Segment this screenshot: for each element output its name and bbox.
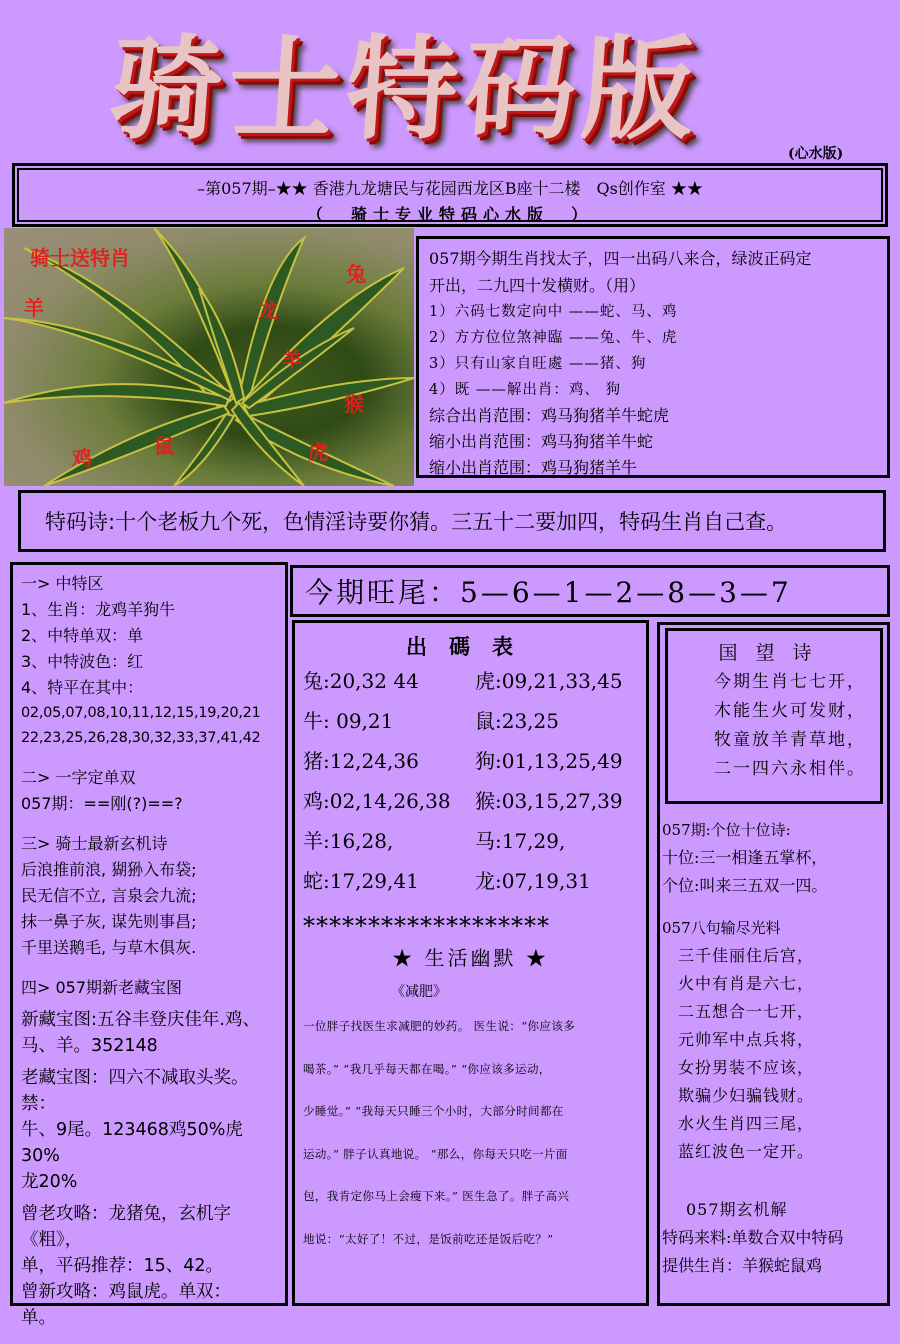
section-4-title: 四> 057期新老藏宝图 bbox=[21, 978, 183, 997]
guowang-poem-box bbox=[665, 628, 883, 804]
tips-line: 3）只有山家自旺處 ——猪、狗 bbox=[429, 356, 647, 372]
stars-divider: ******************* bbox=[303, 912, 550, 940]
guowang-line: 牧童放羊青草地， bbox=[714, 730, 866, 750]
photo-label-tiger: 虎 bbox=[308, 440, 328, 464]
photo-label-rat: 鼠 bbox=[154, 434, 174, 458]
section-1-item: 3、中特波色：红 bbox=[21, 652, 144, 671]
eight-lines-line: 元帅军中点兵将， bbox=[678, 1030, 815, 1049]
header-line-2: （ 骑士专业特码心水版 ） bbox=[306, 205, 593, 224]
chart-cell: 猪:12,24,36 bbox=[303, 749, 419, 773]
chart-cell: 鼠:23,25 bbox=[475, 709, 559, 733]
chart-title: 出碼表 bbox=[406, 634, 535, 659]
lucky-tail-box: 今期旺尾：5—6—1—2—8—3—7 bbox=[290, 565, 890, 617]
section-1-item: 2、中特单双：单 bbox=[21, 626, 144, 645]
photo-label-monkey: 猴 bbox=[344, 392, 364, 416]
mystery-line: 提供生肖：羊猴蛇鼠鸡 bbox=[662, 1256, 823, 1275]
guowang-line: 今期生肖七七开， bbox=[714, 672, 866, 692]
tips-head-1: 057期今期生肖找太子，四一出码八来合，绿波正码定 bbox=[429, 249, 812, 268]
tips-range-1: 综合出肖范围：鸡马狗猪羊牛蛇虎 bbox=[429, 406, 670, 425]
numbers-row-1: 02,05,07,08,10,11,12,15,19,20,21 bbox=[21, 705, 261, 721]
eight-lines-line: 欺骗少妇骗钱财。 bbox=[678, 1086, 815, 1105]
poem-box: 特码诗:十个老板九个死，色情淫诗要你猜。三五十二要加四，特码生肖自己查。 bbox=[18, 490, 886, 552]
photo-label-main: 骑士送特肖 bbox=[30, 246, 130, 270]
eight-lines-line: 火中有肖是六七， bbox=[678, 974, 815, 993]
poem-line: 抹一鼻子灰, 谋先则事昌; bbox=[21, 912, 197, 931]
story-line: 少睡觉。” “我每天只睡三个小时，大部分时间都在 bbox=[303, 1104, 564, 1118]
treasure-line: 新藏宝图:五谷丰登庆佳年.鸡、 bbox=[21, 1010, 260, 1030]
strategy-line: 单，平码推荐：15、42。 bbox=[21, 1256, 224, 1276]
poem-line: 后浪推前浪, 猢狲入布袋; bbox=[21, 860, 197, 879]
section-1-title: 一> 中特区 bbox=[21, 574, 104, 593]
eight-lines-line: 三千佳丽住后宫， bbox=[678, 946, 815, 965]
eight-lines-line: 女扮男装不应该， bbox=[678, 1058, 815, 1077]
story-line: 运动。” 胖子认真地说。 “那么，你每天只吃一片面 bbox=[303, 1146, 568, 1161]
chart-cell: 羊:16,28, bbox=[303, 829, 394, 853]
story-text bbox=[303, 1005, 638, 1260]
header-box bbox=[12, 163, 888, 227]
digit-poem-line: 个位:叫来三五双一四。 bbox=[662, 876, 828, 895]
guowang-line: 二一四六永相伴。 bbox=[714, 759, 866, 779]
mystery-title: 057期玄机解 bbox=[686, 1200, 788, 1219]
photo-label-dragon: 龙 bbox=[258, 298, 278, 322]
code-chart-box bbox=[292, 620, 649, 1306]
treasure-line: 牛、9尾。123468鸡50%虎30% bbox=[21, 1120, 243, 1166]
tips-range-2: 缩小出肖范围：鸡马狗猪羊牛蛇 bbox=[429, 432, 654, 451]
chart-cell: 兔:20,32 44 bbox=[303, 669, 419, 693]
story-line: 包，我肯定你马上会瘦下来。” 医生急了。胖子高兴 bbox=[303, 1189, 570, 1203]
poem-line: 千里送鹅毛, 与草木俱灰. bbox=[21, 938, 197, 957]
right-text bbox=[662, 816, 888, 1280]
story-line: 地说：“太好了！不过，是饭前吃还是饭后吃？” bbox=[303, 1231, 554, 1246]
eight-lines-line: 蓝红波色一定开。 bbox=[678, 1142, 815, 1161]
strategy-line: 曾老攻略：龙猪兔，玄机字《粗》， bbox=[21, 1204, 231, 1250]
digit-poem-title: 057期:个位十位诗: bbox=[662, 821, 791, 839]
chart-cell: 牛: 09,21 bbox=[303, 709, 394, 733]
eight-lines-line: 二五想合一七开， bbox=[678, 1002, 815, 1021]
section-3-title: 三> 骑士最新玄机诗 bbox=[21, 834, 168, 853]
strategy-line: 曾新攻略：鸡鼠虎。单双： bbox=[21, 1282, 231, 1302]
photo-label-goat: 羊 bbox=[24, 296, 44, 320]
treasure-line: 龙20% bbox=[21, 1172, 78, 1192]
page-title: 骑士特码版 bbox=[105, 25, 705, 155]
chart-cell: 虎:09,21,33,45 bbox=[475, 669, 623, 693]
eight-lines-line: 水火生肖四三尾， bbox=[678, 1114, 815, 1133]
numbers-row-2: 22,23,25,26,28,30,32,33,37,41,42 bbox=[21, 730, 261, 746]
digit-poem-line: 十位:三一相逢五掌杯， bbox=[662, 848, 828, 867]
tips-line: 4）既 ——解出肖：鸡、 狗 bbox=[429, 382, 621, 398]
header-line-1: –第057期–★★ 香港九龙塘民与花园西龙区B座十二楼 Qs创作室 ★★ bbox=[197, 179, 703, 198]
tips-head-2: 开出，二九四十发横财。（用） bbox=[429, 276, 646, 295]
tips-range-3: 缩小出肖范围：鸡马狗猪羊牛 bbox=[429, 458, 638, 477]
treasure-line: 老藏宝图：四六不减取头奖。禁： bbox=[21, 1068, 249, 1114]
eight-lines-title: 057八句输尽光料 bbox=[662, 919, 781, 937]
left-column bbox=[10, 562, 288, 1328]
mystery-line: 特码来料:单数合双中特码 bbox=[662, 1228, 844, 1247]
chart-grid bbox=[303, 665, 638, 898]
tips-line: 1）六码七数定向中 ——蛇、马、鸡 bbox=[429, 304, 678, 320]
treasure-line: 马、羊。352148 bbox=[21, 1036, 158, 1056]
guowang-title: 国望诗 bbox=[718, 642, 830, 664]
chart-cell: 蛇:17,29,41 bbox=[303, 869, 419, 893]
photo-label-goat-2: 羊 bbox=[282, 348, 302, 372]
story-line: 一位胖子找医生求减肥的妙药。 医生说：“你应该多 bbox=[303, 1019, 576, 1033]
chart-cell: 猴:03,15,27,39 bbox=[475, 789, 623, 813]
poem-line: 民无信不立, 言泉会九流; bbox=[21, 886, 197, 905]
chart-cell: 龙:07,19,31 bbox=[475, 869, 591, 893]
guowang-line: 木能生火可发财， bbox=[714, 701, 866, 721]
section-2-line: 057期：==刚(?)==? bbox=[21, 794, 183, 813]
chart-cell: 马:17,29, bbox=[475, 829, 566, 853]
tips-box bbox=[416, 236, 890, 478]
chart-cell: 狗:01,13,25,49 bbox=[475, 749, 623, 773]
edition-label: (心水版) bbox=[788, 146, 844, 162]
strategy-line: 单。 bbox=[21, 1308, 56, 1328]
section-1-item: 4、特平在其中： bbox=[21, 678, 144, 697]
agave-photo bbox=[4, 228, 414, 486]
photo-label-rabbit: 兔 bbox=[346, 262, 366, 286]
story-line: 喝茶。” “我几乎每天都在喝。” “你应该多运动， bbox=[303, 1061, 551, 1076]
section-2-title: 二> 一字定单双 bbox=[21, 768, 136, 787]
photo-label-rooster: 鸡 bbox=[72, 446, 92, 470]
story-title: 《减肥》 bbox=[391, 984, 447, 1000]
section-1-item: 1、生肖：龙鸡羊狗牛 bbox=[21, 600, 176, 619]
tips-line: 2）方方位位煞神臨 ——兔、牛、虎 bbox=[429, 330, 678, 346]
humor-title: ★ 生活幽默 ★ bbox=[392, 946, 549, 970]
chart-cell: 鸡:02,14,26,38 bbox=[303, 789, 451, 813]
